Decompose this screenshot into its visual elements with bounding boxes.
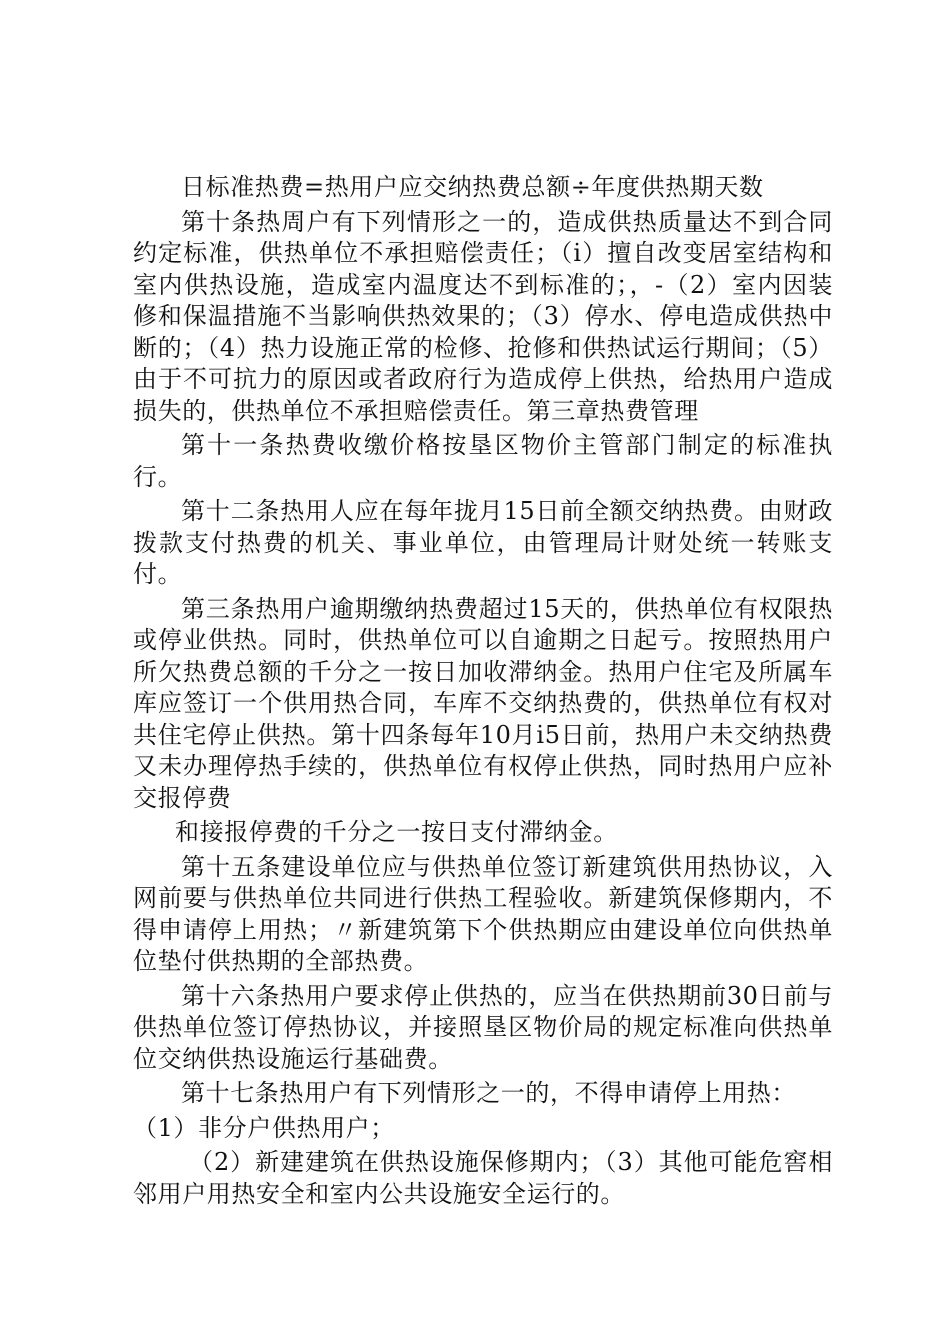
paragraph-daily-heating-fee: 日标准热费=热用户应交纳热费总额÷年度供热期天数 [181,173,764,201]
paragraph-article-17: 第十七条热用户有下列情形之一的，不得申请停上用热： [181,1079,796,1107]
paragraph-late-fee-continuation: 和接报停费的千分之一按日支付滞纳金。 [175,818,618,846]
document-page [133,172,833,1213]
paragraph-article-13: 第三条热用户逾期缴纳热费超过15天的，供热单位有权限热或停业供热。同时，供热单位可以自逾期之日起亏。按照热用户所欠热费总额的千分之一按日加收滞纳金。热用户住宅及所属车库应签订一个供用热合同，车库不交纳热费的，供热单位有权对共住宅停止供热。第十四条每年10月i5日前，热用户未交纳热费又未办理停热手续的，供热单位有权停止供热，同时热用户应补交报停费 [133,594,833,812]
paragraph-article-17-item-1: （1）非分户供热用户； [133,1113,395,1142]
paragraph-article-15: 第十五条建设单位应与供热单位签订新建筑供用热协议，入网前要与供热单位共同进行供热工程验收。新建筑保修期内，不得申请停上用热；〃新建筑第下个供热期应由建设单位向供热单位垫付供热期的全部热费。 [133,852,833,975]
paragraph-article-10: 第十条热周户有下列情形之一的，造成供热质量达不到合同约定标准，供热单位不承担赔偿责任；（i）擅自改变居室结构和室内供热设施，造成室内温度达不到标准的；，-（2）室内因装修和保温措施不当影响供热效果的；（3）停水、停电造成供热中断的；（4）热力设施正常的检修、抢修和供热试运行期间；（5）由于不可抗力的原因或者政府行为造成停上供热，给热用户造成损失的，供热单位不承担赔偿责任。第三章热费管理 [133,207,833,425]
paragraph-article-12: 第十二条热用人应在每年拢月15日前全额交纳热费。由财政拨款支付热费的机关、事业单位，由管理局计财处统一转账支付。 [133,497,833,588]
paragraph-article-17-items-2-3: （2）新建建筑在供热设施保修期内；（3）其他可能危窖相邻用户用热安全和室内公共设施安全运行的。 [133,1148,833,1208]
paragraph-article-16: 第十六条热用户要求停止供热的，应当在供热期前30日前与供热单位签订停热协议，并接照垦区物价局的规定标准向供热单位交纳供热设施运行基础费。 [133,981,833,1073]
paragraph-article-11: 第十一条热费收缴价格按垦区物价主管部门制定的标准执行。 [133,431,833,491]
